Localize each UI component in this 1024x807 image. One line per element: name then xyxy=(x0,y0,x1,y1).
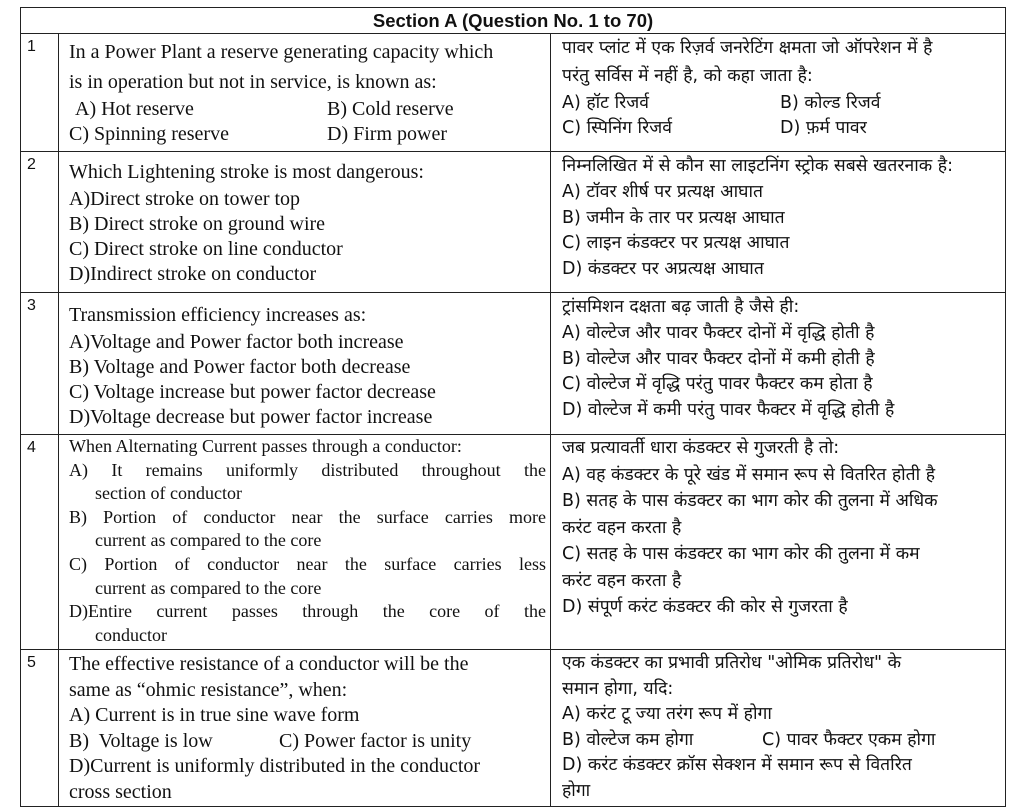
question-stem: निम्नलिखित में से कौन सा लाइटनिंग स्ट्रोक सबसे खतरनाक है: xyxy=(562,156,953,176)
option-c: C) वोल्टेज में वृद्धि परंतु पावर फैक्टर कम होता है xyxy=(562,374,873,394)
option-b: B) Voltage and Power factor both decrease xyxy=(69,356,411,378)
option-d: D) करंट कंडक्टर क्रॉस सेक्शन में समान रूप से वितरित xyxy=(562,755,912,775)
option-b: B) वोल्टेज और पावर फैक्टर दोनों में कमी होती है xyxy=(562,348,875,369)
options-row xyxy=(562,728,1003,754)
question-english xyxy=(59,650,551,807)
option-a: A) Hot reserve xyxy=(75,98,194,120)
option-c: C) स्पिनिंग रिजर्व xyxy=(562,118,672,138)
option-d: D)Entire current passes through the core of the xyxy=(69,601,546,622)
option-d-continued: होगा xyxy=(562,780,591,801)
option-b: B) सतह के पास कंडक्टर का भाग कोर की तुलना में अधिक xyxy=(562,491,938,511)
options-row xyxy=(562,91,1003,117)
question-number: 4 xyxy=(21,435,59,650)
option-b: B) Cold reserve xyxy=(327,98,454,120)
option-a: A) टॉवर शीर्ष पर प्रत्यक्ष आघात xyxy=(562,182,763,202)
question-number: 3 xyxy=(21,293,59,435)
options-row xyxy=(69,122,546,147)
question-hindi xyxy=(551,34,1006,152)
question-row xyxy=(21,650,1006,807)
option-c-continued: करंट वहन करता है xyxy=(562,570,682,591)
option-b: B) Voltage is low xyxy=(69,729,213,752)
question-table xyxy=(20,7,1006,807)
question-stem-line: समान होगा, यदि: xyxy=(562,678,674,699)
option-b-continued: current as compared to the core xyxy=(95,530,322,551)
question-stem-line: same as “ohmic resistance”, when: xyxy=(69,678,348,701)
option-b: B) वोल्टेज कम होगा xyxy=(562,729,694,750)
question-row xyxy=(21,34,1006,152)
question-stem-line: एक कंडक्टर का प्रभावी प्रतिरोध "ओमिक प्रतिरोध" के xyxy=(562,653,902,673)
option-d: D) वोल्टेज में कमी परंतु पावर फैक्टर में वृद्धि होती है xyxy=(562,399,895,420)
question-hindi xyxy=(551,650,1006,807)
question-stem: Which Lightening stroke is most dangerous: xyxy=(69,161,424,183)
option-d: D) संपूर्ण करंट कंडक्टर की कोर से गुजरता है xyxy=(562,597,848,617)
question-row xyxy=(21,152,1006,293)
question-number: 2 xyxy=(21,152,59,293)
option-a-continued: section of conductor xyxy=(95,483,242,504)
option-a: A) हॉट रिजर्व xyxy=(562,92,649,113)
section-title: Section A (Question No. 1 to 70) xyxy=(21,8,1006,34)
option-a: A) करंट टू ज्या तरंग रूप में होगा xyxy=(562,704,772,724)
option-b: B) जमीन के तार पर प्रत्यक्ष आघात xyxy=(562,207,785,228)
question-english xyxy=(59,152,551,293)
options-row xyxy=(69,97,546,122)
option-d: D)Indirect stroke on conductor xyxy=(69,263,317,285)
question-sheet xyxy=(20,7,1010,807)
option-c: C) Spinning reserve xyxy=(69,123,229,145)
question-row xyxy=(21,435,1006,650)
option-d: D) Firm power xyxy=(327,123,447,145)
question-hindi xyxy=(551,435,1006,650)
option-a: A) वोल्टेज और पावर फैक्टर दोनों में वृद्धि होती है xyxy=(562,323,875,343)
option-d-continued: cross section xyxy=(69,780,172,803)
question-stem-line: परंतु सर्विस में नहीं है, को कहा जाता है: xyxy=(562,65,813,86)
option-d: D) कंडक्टर पर अप्रत्यक्ष आघात xyxy=(562,258,764,279)
question-stem-line: is in operation but not in service, is known as: xyxy=(69,71,437,93)
options-row xyxy=(69,729,546,755)
question-stem-line: In a Power Plant a reserve generating capacity which xyxy=(69,41,494,63)
question-stem-line: The effective resistance of a conductor will be the xyxy=(69,653,469,675)
question-stem: When Alternating Current passes through a conductor: xyxy=(69,436,462,456)
option-c: C) Power factor is unity xyxy=(279,729,472,752)
option-d: D)Voltage decrease but power factor increase xyxy=(69,406,433,428)
option-d-continued: conductor xyxy=(95,624,167,645)
option-a: A) वह कंडक्टर के पूरे खंड में समान रूप से वितरित होती है xyxy=(562,464,936,485)
question-english xyxy=(59,293,551,435)
question-stem: जब प्रत्यावर्ती धारा कंडक्टर से गुजरती है तो: xyxy=(562,438,840,458)
options-row xyxy=(562,116,1003,142)
question-number: 5 xyxy=(21,650,59,807)
option-a: A)Voltage and Power factor both increase xyxy=(69,331,404,353)
question-row xyxy=(21,293,1006,435)
option-b: B) कोल्ड रिजर्व xyxy=(780,92,881,113)
question-english xyxy=(59,435,551,650)
option-c: C) Portion of conductor near the surface carries less xyxy=(69,553,546,574)
option-b: B) Direct stroke on ground wire xyxy=(69,213,326,235)
question-stem: Transmission efficiency increases as: xyxy=(69,304,367,326)
option-c-continued: current as compared to the core xyxy=(95,577,322,598)
option-a: A) Current is in true sine wave form xyxy=(69,704,360,727)
option-c: C) Direct stroke on line conductor xyxy=(69,238,343,260)
question-stem: ट्रांसमिशन दक्षता बढ़ जाती है जैसे ही: xyxy=(562,297,800,317)
option-a: A) It remains uniformly distributed throughout the xyxy=(69,459,546,480)
option-a: A)Direct stroke on tower top xyxy=(69,188,301,210)
option-d: D) फ़र्म पावर xyxy=(780,118,867,138)
question-stem-line: पावर प्लांट में एक रिज़र्व जनरेटिंग क्षमता जो ऑपरेशन में है xyxy=(562,38,933,58)
option-c: C) सतह के पास कंडक्टर का भाग कोर की तुलना में कम xyxy=(562,544,920,564)
option-b: B) Portion of conductor near the surface carries more xyxy=(69,506,546,527)
option-b-continued: करंट वहन करता है xyxy=(562,517,682,538)
section-header-row xyxy=(21,8,1006,34)
option-c: C) Voltage increase but power factor decrease xyxy=(69,381,436,403)
question-number: 1 xyxy=(21,34,59,152)
option-c: C) लाइन कंडक्टर पर प्रत्यक्ष आघात xyxy=(562,233,790,253)
question-hindi xyxy=(551,152,1006,293)
question-english xyxy=(59,34,551,152)
option-d: D)Current is uniformly distributed in the conductor xyxy=(69,755,481,778)
question-hindi xyxy=(551,293,1006,435)
option-c: C) पावर फैक्टर एकम होगा xyxy=(762,729,936,750)
